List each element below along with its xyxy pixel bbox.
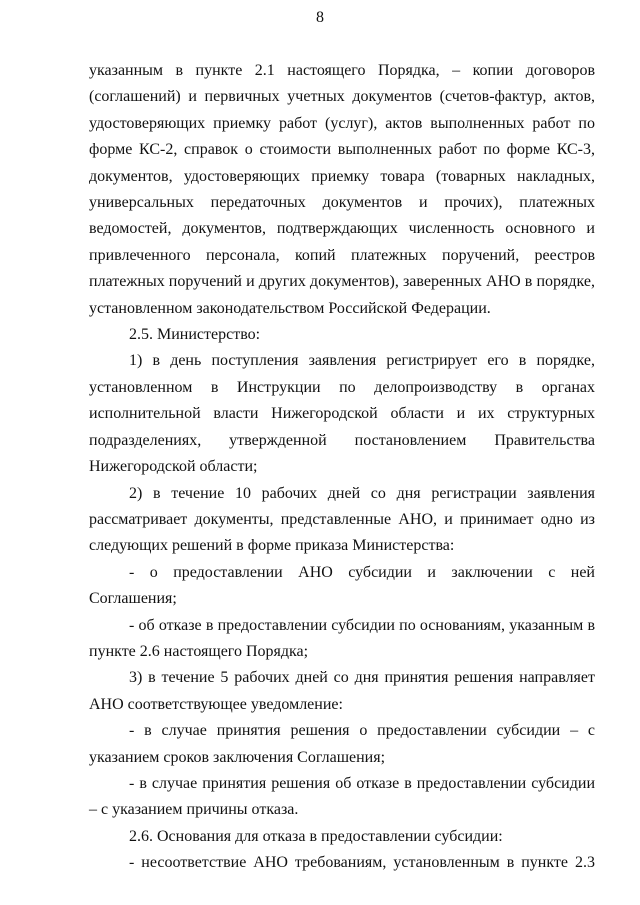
paragraph-bullet-refusal: - об отказе в предоставлении субсидии по основаниям, указанным в пункте 2.6 настоящего Порядка;	[89, 616, 595, 660]
section-heading-2-6: 2.6. Основания для отказа в предоставлении субсидии:	[129, 827, 503, 845]
paragraph-continuation: указанным в пункте 2.1 настоящего Порядка, – копии договоров (соглашений) и первичных учетных документов (счетов-фактур, актов, удостоверяющих приемку работ (услуг), актов выполненных работ по форме КС-2, справок о стоимости выполненных работ по форме КС-3, документов, удостоверяющих приемку товара (товарных накладных, универсальных передаточных документов и прочих), платежных ведомостей, документов, подтверждающих численность основного и привлеченного персонала, копий платежных поручений, реестров платежных поручений и других документов), заверенных АНО в порядке, установленном законодательством Российской Федерации.	[89, 62, 595, 317]
paragraph-bullet-grant-notice: - в случае принятия решения о предоставлении субсидии – с указанием сроков заключения Соглашения;	[89, 722, 595, 766]
paragraph-item-1: 1) в день поступления заявления регистрирует его в порядке, установленном в Инструкции по делопроизводству в органах исполнительной власти Нижегородской области и их структурных подразделениях, утвержденной постановлением Правительства Нижегородской области;	[89, 352, 595, 476]
paragraph-item-2: 2) в течение 10 рабочих дней со дня регистрации заявления рассматривает документы, представленные АНО, и принимает одно из следующих решений в форме приказа Министерства:	[89, 484, 595, 555]
page-number: 8	[316, 9, 324, 26]
paragraph-bullet-refusal-notice: - в случае принятия решения об отказе в предоставлении субсидии – с указанием причины отказа.	[89, 774, 595, 819]
document-body	[89, 58, 595, 877]
paragraph-refusal-ground: - несоответствие АНО требованиям, установленным в пункте 2.3	[129, 854, 595, 872]
paragraph-item-3: 3) в течение 5 рабочих дней со дня принятия решения направляет АНО соответствующее уведомление:	[89, 669, 595, 713]
section-heading-2-5: 2.5. Министерство:	[129, 326, 261, 344]
paragraph-bullet-grant: - о предоставлении АНО субсидии и заключении с ней Соглашения;	[89, 563, 595, 608]
